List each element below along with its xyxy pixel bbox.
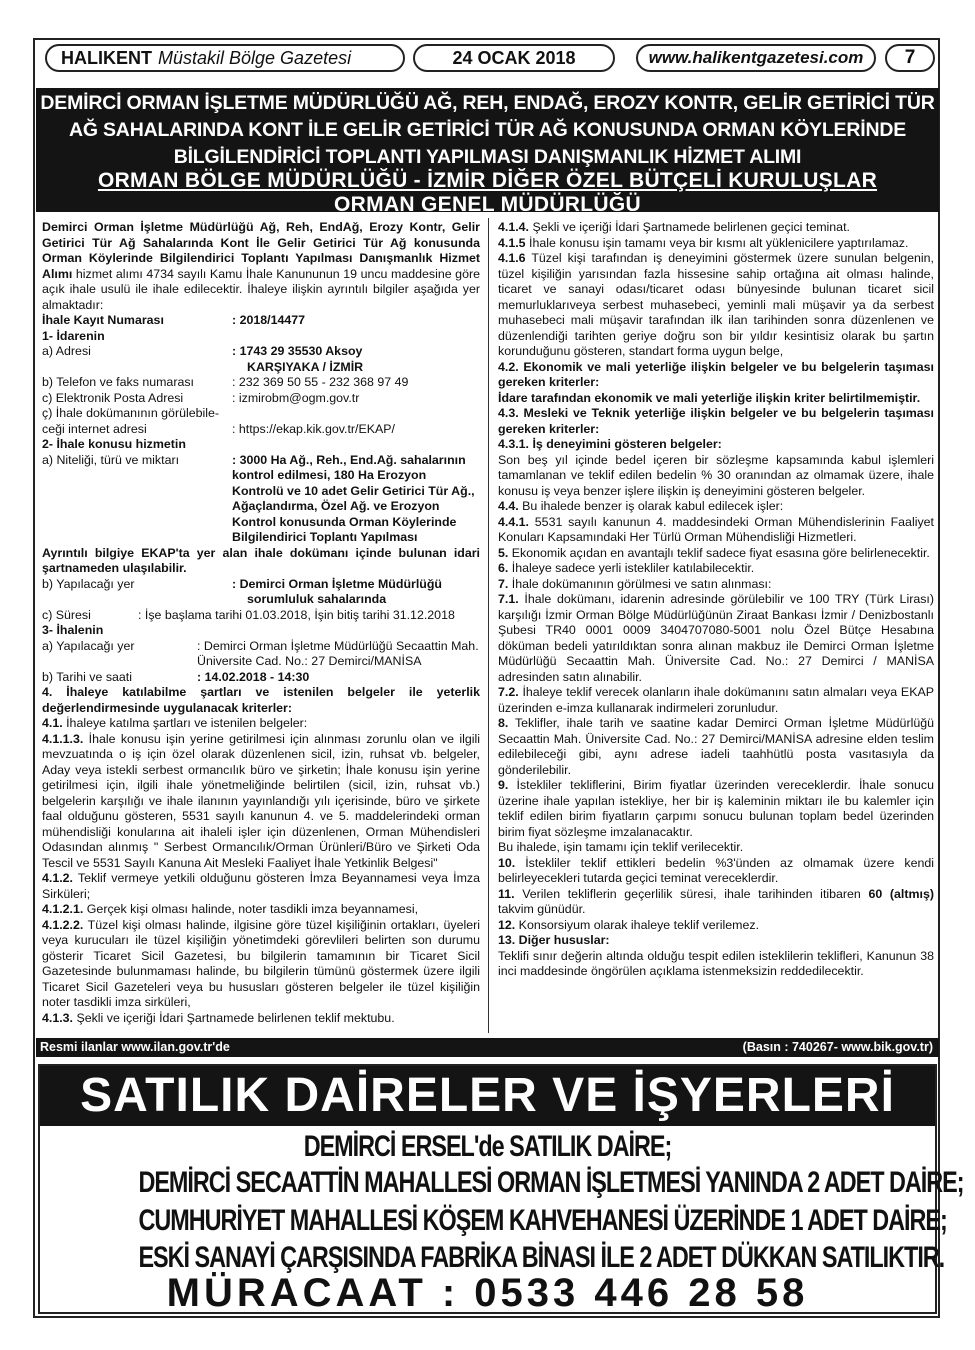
paper-name-pill [45,44,405,72]
clause: 4.4. Bu ihalede benzer iş olarak kabul edilecek işler: [498,499,784,513]
page-header [45,44,935,74]
service-row: a) Niteliği, türü ve miktarı : 3000 Ha Ağ., Reh., End.Ağ. sahalarının kontrol edilmesi, 180 Ha Erozyon Kontrolü ve 10 adet Gelir Getirici Tür Ağ., Ağaçlandırma, Özel Ağ. ve Erozyon Kontrol konusunda Orman Köylerinde Bilgilendirici Toplantı Yapılması [42,452,475,544]
org-line: ORMAN GENEL MÜDÜRLÜĞÜ [334,193,641,216]
clause-title: 4.3. Mesleki ve Teknik yeterliğe ilişkin belgeler ve bu belgelerin taşıması gereken kriterler: [498,406,934,436]
section-title: 3- İhalenin [42,623,104,637]
sale-line: ESKİ SANAYİ ÇARŞISINDA FABRİKA BİNASI İLE 2 ADET DÜKKAN SATILIKTIR. [138,1241,945,1274]
clause: 4.1.3. Şekli ve içeriği İdari Şartnamede belirlenen teklif mektubu. [42,1010,395,1025]
sale-line: DEMİRCİ SECAATTİN MAHALLESİ ORMAN İŞLETMESİ YANINDA 2 ADET DAİRE; [138,1166,964,1199]
tender-left-column [42,220,480,1026]
tender-right-column [498,220,934,980]
doc-url-row-2: ceği internet adresi : https://ekap.kik.gov.tr/EKAP/ [42,421,395,436]
website-link[interactable]: www.halikentgazetesi.com [636,44,876,72]
clause: 4.4.1. 5531 sayılı kanunun 4. maddesindeki Orman Mühendislerinin Faaliyet Konuları Kapsamındaki Her Türlü Orman Mühendisliği Hizmetleri. [498,514,934,544]
phone-row: b) Telefon ve faks numarası : 232 369 50 55 - 232 368 97 49 [42,375,409,389]
contact-phone: MÜRACAAT : 0533 446 28 58 [166,1271,809,1315]
clause: 7.2. İhaleye teklif verecek olanların ihale dokümanını satın almaları veya EKAP üzerinden e-imza kullanarak indirmeleri zorunludur. [498,685,934,715]
clause: 12. Konsorsiyum olarak ihaleye teklif verilemez. [498,917,760,932]
issue-date: 24 OCAK 2018 [413,44,615,72]
clause: Bu ihalede, işin tamamı için teklif verilecektir. [498,840,744,854]
tender-headline [36,88,939,216]
tender-title-line: AĞ SAHALARINDA KONT İLE GELİR GETİRİCİ TÜR AĞ KONUSUNDA ORMAN KÖYLERİNDE [68,119,907,141]
legal-footer [36,1038,939,1057]
sale-line: CUMHURİYET MAHALLESİ KÖŞEM KAHVEHANESİ ÜZERİNDE 1 ADET DAİRE; [138,1204,947,1237]
email-row: c) Elektronik Posta Adresi : izmirobm@ogm.gov.tr [42,390,360,405]
clause: 11. Verilen tekliflerin geçerlilik süresi, ihale tarihinden itibaren 60 (altmış) takvim günüdür. [498,886,934,916]
clause: 8. Teklifler, ihale tarih ve saatine kadar Demirci Orman İşletme Müdürlüğü Secaattin Mah. Üniversite Cad. No.: 27 Demirci/MANİSA adresine elden teslim edilebileceği gibi, aynı adrese iadeli taahhütlü posta vasıtasıyla da gönderilebilir. [498,716,934,777]
paper-subtitle: Müstakil Bölge Gazetesi [158,47,352,68]
section-title: 4. İhaleye katılabilme şartları ve istenilen belgeler ile yeterlik değerlendirmesinde uygulanacak kriterler: [42,685,480,715]
sale-ad [38,1064,964,1315]
sale-title: SATILIK DAİRELER VE İŞYERLERİ [40,1066,935,1126]
org-line: ORMAN BÖLGE MÜDÜRLÜĞÜ - İZMİR DİĞER ÖZEL BÜTÇELİ KURULUŞLAR [97,169,878,192]
clause: 5. Ekonomik açıdan en avantajlı teklif sadece fiyat esasına göre belirlenecektir. [498,545,930,560]
clause: 4.1.2. Teklif vermeye yetkili olduğunu gösteren İmza Beyannamesi veya İmza Sirküleri; [42,871,480,901]
clause: 4.1.5 İhale konusu işin tamamı veya bir kısmı alt yüklenicilere yaptırılamaz. [498,235,909,250]
clause: İdare tarafından ekonomik ve mali yeterliğe ilişkin kriter belirtilmemiştir. [498,390,921,405]
duration-row: c) Süresi : İşe başlama tarihi 01.03.2018, İşin bitiş tarihi 31.12.2018 [42,607,455,622]
intro-paragraph: Demirci Orman İşletme Müdürlüğü Ağ, Reh, EndAğ, Erozy Kontr, Gelir Getirici Tür Ağ Sahalarında Kont İle Gelir Getirici Tür Ağ konusunda Orman Köylerinde Bilgilendirici Toplantı Yapılması Danışmanlık Hizmet Alımı hizmet alımı 4734 sayılı Kamu İhale Kanununun 19 uncu maddesine göre açık ihale usulü ile ihale edilecektir. İhaleye ilişkin ayrıntılı bilgiler aşağıda yer almaktadır: [42,220,480,312]
clause: 4.1.2.2. Tüzel kişi olması halinde, ilgisine göre tüzel kişiliğinin ortakları, üyeleri veya kurucuları ile tüzel kişiliğin yönetimdeki görevlileri belirten son durumu gösterir Ticaret Sicil Gazetesi, bu bilgilerin tamamının bir Ticaret Sicil Gazetesinde bulunmaması halinde, bu bilgilerin tümünü göstermek üzere ilgili Ticaret Sicil Gazeteleri veya bu hususları gösteren belgeler ile tüzel kişiliğin noter tasdikli imza sirküleri, [42,917,480,1009]
clause: 7.1. İhale dokümanı, idarenin adresinde görülebilir ve 100 TRY (Türk Lirası) karşılığı İzmir Orman Bölge Müdürlüğünün Ziraat Bankası İzmir / Denizbostanlı Şubesi TR40 0001 0009 3404707080-5001 nolu Özel Bütçe Hesabına döküman bedeli yatırıldıktan sonra alınan makbuz ile Demirci Orman İşletme Müdürlüğü Secaattin Mah. Üniversite Cad. No.: 27 Demirci / MANİSA adresinden satın alınabilir. [498,592,934,684]
clause: 6. İhaleye sadece yerli istekliler katılabilecektir. [498,561,755,575]
address-cont: KARŞIYAKA / İZMİR [247,359,364,374]
page-number: 7 [885,44,935,72]
detail-note: Ayrıntılı bilgiye EKAP'ta yer alan ihale dokümanı içinde bulunan idari şartnameden ulaşılabilir. [42,545,480,575]
footer-left: Resmi ilanlar www.ilan.gov.tr'de [40,1040,230,1054]
location-cont: sorumluluk sahalarında [247,592,387,606]
clause: 9. İstekliler tekliflerini, Birim fiyatlar üzerinden vereceklerdir. İhale sonucu üzerine ihale yapılan istekliye, her bir iş kaleminin miktarı ile bu kalemler için teklif edilen birim fiyatların çarpımı sonucu bulunan toplam bedel üzerinden birim fiyat sözleşme imzalanacaktır. [498,778,934,839]
address-row: a) Adresi : 1743 29 35530 Aksoy [42,344,363,358]
doc-url-row: ç) İhale dokümanının görülebile- [42,406,220,420]
clause: 4.1.2.1. Gerçek kişi olması halinde, noter tasdikli imza beyannamesi, [42,902,419,916]
tender-place-row: a) Yapılacağı yer : Demirci Orman İşletme Müdürlüğü Secaattin Mah. Üniversite Cad. No.: 27 Demirci/MANİSA [42,638,479,668]
clause: 10. İstekliler teklif ettikleri bedelin %3'ünden az olmamak üzere kendi belirleyecekleri tutarda geçici teminat vereceklerdir. [498,855,934,885]
clause: 4.1.1.3. İhale konusu işin yerine getirilmesi için alınması zorunlu olan ve ilgili mevzuatında o iş için özel olarak düzenlenen sicil, izin, ruhsat vb. belgeler, Aday veya istekli serbest ormancılık büro ve şirketin; İhale konusu işin yerine getirilmesi için, ilgili ihale yönetmeliğinde belirtilen (sicil, izin, ruhsat vb.) belgelerin karşılığı ve ihale ilanının yayınlandığı yılı içerisinde, büro ve şirkete faal olduğunu gösteren, 5531 sayılı kanunun 4. ve 5. maddelerindeki orman mühendisliği konularına ait ihaleli işler için düzenlenen, Orman Mühendisleri Odasından alınmış " Serbest Ormancılık/Orman Ürünleri/Büro ve Şirketi Oda Tescil ve 5531 Sayılı Kanuna Ait Mesleki Faaliyet İhale Yetkinlik Belgesi" [42,731,480,870]
sale-line: DEMİRCİ ERSEL'de SATILIK DAİRE; [303,1130,672,1163]
footer-right: (Basın : 740267- www.bik.gov.tr) [742,1040,933,1054]
kayit-row: İhale Kayıt Numarası : 2018/14477 [42,313,306,327]
clause-title: 13. Diğer hususlar: [498,933,610,947]
tender-title-line: BİLGİLENDİRİCİ TOPLANTI YAPILMASI DANIŞMANLIK HİZMET ALIMI [173,146,802,168]
tender-date-row: b) Tarihi ve saati : 14.02.2018 - 14:30 [42,669,310,684]
clause: Son beş yıl içinde bedel içeren bir sözleşme kapsamında kabul işlemleri tamamlanan ve teklif edilen bedelin % 30 oranından az olmamak üzere, ihale konusu iş veya benzer işlere ilişkin iş deneyimini gösteren belgeler. [498,452,934,498]
section-title: 1- İdarenin [42,328,105,343]
clause: 4.1.4. Şekli ve içeriği İdari Şartnamede belirlenen geçici teminat. [498,220,850,234]
section-title: 2- İhale konusu hizmetin [42,437,186,451]
clause-title: 4.3.1. İş deneyimini gösteren belgeler: [498,437,722,451]
clause: 4.1. İhaleye katılma şartları ve istenilen belgeler: [42,716,308,730]
paper-name: HALIKENT [61,47,152,68]
clause: 7. İhale dokümanının görülmesi ve satın alınması: [498,576,772,591]
column-divider [488,218,489,1033]
location-row: b) Yapılacağı yer : Demirci Orman İşletme Müdürlüğü [42,576,442,591]
tender-title-line: DEMİRCİ ORMAN İŞLETME MÜDÜRLÜĞÜ AĞ, REH, ENDAĞ, EROZY KONTR, GELİR GETİRİCİ TÜR [40,92,935,114]
clause: Teklifi sınır değerin altında olduğu tespit edilen isteklilerin teklifleri, Kanunun 38 inci maddesinde öngörülen açıklama istenmeksizin reddedilecektir. [498,948,934,978]
clause: 4.1.6 Tüzel kişi tarafından iş deneyimini göstermek üzere sunulan belgenin, tüzel kişiliğin yarısından fazla hissesine sahip ortağına ait olması halinde, ticaret ve sanayi odası/ticaret odası bünyesinde bulunan ticaret sicil memurluklarıveya serbest muhasebeci, yeminli mali müşavir ya da serbest muhasebeci mali müşavir tarafından ilk ilan tarihinden sonra düzenlenen ve düzenlendiği tarihten geriye doğru son bir yıldır kesintisiz olarak bu şartın korunduğunu gösteren, standart forma uygun belge, [498,251,934,358]
clause-title: 4.2. Ekonomik ve mali yeterliğe ilişkin belgeler ve bu belgelerin taşıması gereken kriterler: [498,359,934,389]
